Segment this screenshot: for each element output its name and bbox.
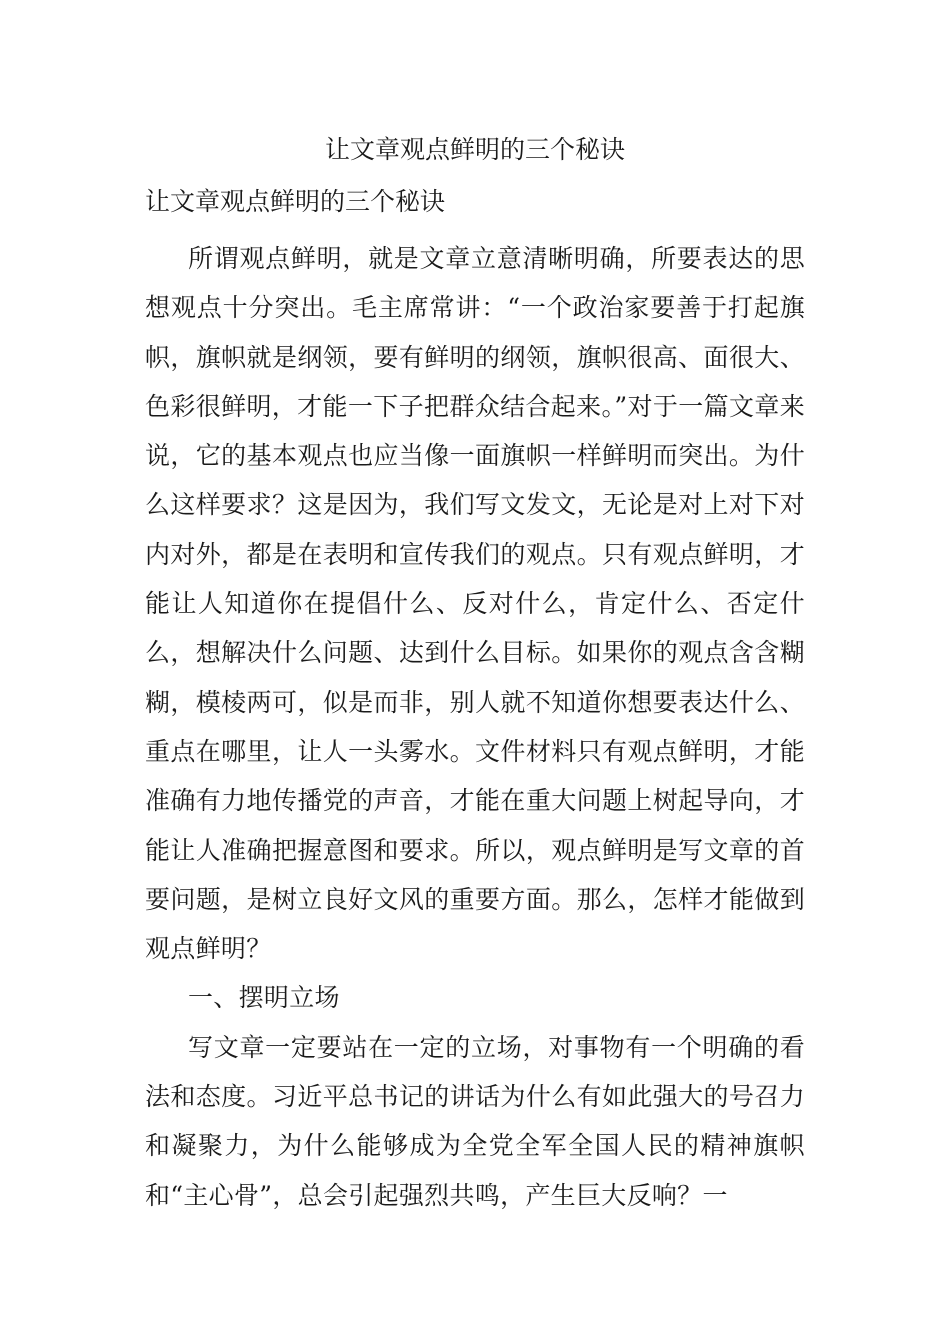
- document-body: [145, 234, 805, 1220]
- document-title: 让文章观点鲜明的三个秘诀: [324, 135, 625, 164]
- paragraph-intro: 所谓观点鲜明，就是文章立意清晰明确，所要表达的思想观点十分突出。毛主席常讲：“一个政治家要善于打起旗帜，旗帜就是纲领，要有鲜明的纲领，旗帜很高、面很大、色彩很鲜明，才能一下子把群众结合起来。”对于一篇文章来说，它的基本观点也应当像一面旗帜一样鲜明而突出。为什么这样要求？这是因为，我们写文发文，无论是对上对下对内对外，都是在表明和宣传我们的观点。只有观点鲜明，才能让人知道你在提倡什么、反对什么，肯定什么、否定什么，想解决什么问题、达到什么目标。如果你的观点含含糊糊，模棱两可，似是而非，别人就不知道你想要表达什么、重点在哪里，让人一头雾水。文件材料只有观点鲜明，才能准确有力地传播党的声音，才能在重大问题上树起导向，才能让人准确把握意图和要求。所以，观点鲜明是写文章的首要问题，是树立良好文风的重要方面。那么，怎样才能做到观点鲜明？: [145, 244, 805, 964]
- paragraph-section-1: 写文章一定要站在一定的立场，对事物有一个明确的看法和态度。习近平总书记的讲话为什么有如此强大的号召力和凝聚力，为什么能够成为全党全军全国人民的精神旗帜和“主心骨”，总会引起强烈共鸣，产生巨大反响？一: [145, 1032, 805, 1210]
- document-subtitle: 让文章观点鲜明的三个秘诀: [145, 187, 446, 216]
- section-heading-1: 一、摆明立场: [188, 983, 340, 1013]
